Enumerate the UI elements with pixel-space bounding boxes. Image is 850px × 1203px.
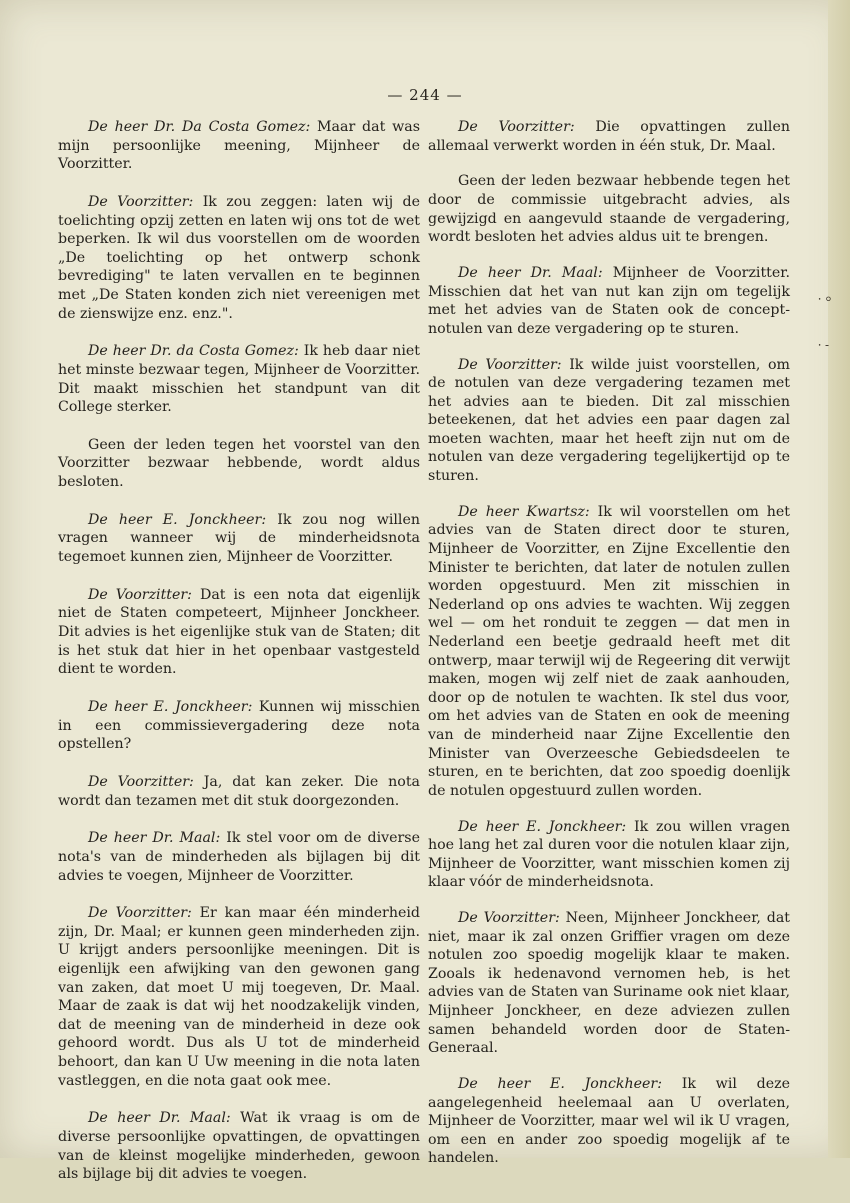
speaker: De Voorzitter: [88,586,192,603]
paragraph [428,118,790,155]
paragraph-text: Ik zou nog willen vragen wanneer wij de minderheidsnota tegemoet kunnen zien, Mijnheer de Voorzitter. [58,511,420,566]
margin-mark: ⸱ ⸰ [818,292,832,306]
paragraph-text: Maar dat was mijn persoonlijke meening, Mijnheer de Voorzitter. [58,119,420,173]
paragraph-text: Ja, dat kan zeker. Die nota wordt dan tezamen met dit stuk doorgezonden. [58,773,420,809]
paragraph [428,909,790,1058]
paragraph [428,503,790,801]
speaker: De heer E. Jonckheer: [88,511,267,528]
speaker: De heer Dr. da Costa Gomez: [88,343,299,360]
speaker: De heer Dr. Maal: [458,264,603,281]
speaker: De heer E. Jonckheer: [458,1076,662,1093]
paragraph [58,511,420,567]
paragraph [428,264,790,338]
speaker: De heer Dr. Maal: [88,1110,231,1127]
speaker: De heer Dr. Maal: [88,830,221,847]
paragraph [58,436,420,492]
speaker: De heer Kwartsz: [458,503,590,520]
paragraph-text: Ik zou zeggen: laten wij de toelichting opzij zetten en laten wij ons tot de wet beperken. Ik wil dus voorstellen om de woorden „De toelichting op het ontwerp schonk bevrediging" te laten vervallen en te beginnen met „De Staten konden zich niet vereenigen met de zienswijze enz. enz.". [58,193,420,322]
paragraph-text: Mijnheer de Voorzitter. Misschien dat het van nut kan zijn om tegelijk met het advies van de Staten ook de concept-notulen van deze vergadering op te sturen. [428,264,790,337]
paragraph-text: Ik zou willen vragen hoe lang het zal duren voor die notulen klaar zijn, Mijnheer de Voorzitter, want misschien komen zij klaar vóór de minderheidsnota. [428,818,791,891]
paragraph [428,356,790,486]
left-column [58,118,420,1203]
paragraph [428,1075,790,1168]
paragraph [58,698,420,754]
speaker: De Voorzitter: [458,910,560,927]
paragraph-text: Ik wilde juist voorstellen, om de notulen van deze vergadering tezamen met het advies aan te bieden. Dit zal misschien beteekenen, dat het advies een paar dagen zal moeten wachten, maar het heeft zijn nut om de notulen van deze vergadering tegelijkertijd op te sturen. [428,356,790,485]
paragraph-text: Ik wil voorstellen om het advies van de Staten direct door te sturen, Mijnheer de Voorzitter, en Zijne Excellentie den Minister te berichten, dat later de notulen zullen worden opgestuurd. Men zit misschien in Nederland op ons advies te wachten. Wij zeggen wel — om het ronduit te zeggen — dat men in Nederland een beetje gedraald heeft met dit ontwerp, maar terwijl wij de Regeering dit verwijt maken, mogen wij zelf niet de zaak aanhouden, door op de notulen te wachten. Ik stel dus voor, om het advies van de Staten en ook de meening van de minderheid naar Zijne Excellentie den Minister van Overzeesche Gebiedsdeelen te sturen, en te berichten, dat zoo spoedig doenlijk de notulen opgestuurd zullen worden. [428,503,790,799]
page-edge [828,0,850,1158]
paragraph-text: Wat ik vraag is om de diverse persoonlijke opvattingen, de opvattingen van de kleinst mogelijke minderheden, gewoon als bijlage bij dit advies te voegen. [58,1110,420,1183]
speaker: De heer Dr. Da Costa Gomez: [88,119,311,135]
page-number: — 244 — [387,86,463,104]
paragraph [58,586,420,679]
margin-mark: ⸱ - [818,338,830,352]
paragraph-text: Ik wil deze aangelegenheid heelemaal aan U overlaten, Mijnheer de Voorzitter, maar wel wil ik U vragen, om een en ander zoo spoedig mogelijk af te handelen. [428,1076,790,1167]
paragraph [428,818,790,892]
speaker: De heer E. Jonckheer: [458,818,627,835]
speaker: De heer E. Jonckheer: [88,698,253,715]
paragraph [58,193,420,323]
speaker: De Voorzitter: [458,356,562,373]
paragraph-text: Ik heb daar niet het minste bezwaar tegen, Mijnheer de Voorzitter. Dit maakt misschien het standpunt van dit College sterker. [58,343,420,416]
paragraph-text: Kunnen wij misschien in een commissievergadering deze nota opstellen? [58,698,420,753]
right-column [428,118,790,1185]
paragraph-text: Er kan maar één minderheid zijn, Dr. Maal; er kunnen geen minderheden zijn. U krijgt anders persoonlijke meeningen. Dit is eigenlijk een afwijking van den gewonen gang van zaken, dat moet U mij toegeven, Dr. Maal. Maar de zaak is dat wij het noodzakelijk vinden, dat de meening van de minderheid in deze ook gehoord wordt. Dus als U tot de minderheid behoort, dan kan U Uw meening in die nota laten vastleggen, en die nota gaat ook mee. [58,905,420,1089]
paragraph-text: Geen der leden tegen het voorstel van den Voorzitter bezwaar hebbende, wordt aldus besloten. [58,436,420,491]
paragraph [58,829,420,885]
paragraph [58,342,420,416]
speaker: De Voorzitter: [88,905,192,922]
paragraph-text: Neen, Mijnheer Jonckheer, dat niet, maar ik zal onzen Griffier vragen om deze notulen zoo spoedig mogelijk klaar te maken. Zooals ik hedenavond vernomen heb, is het advies van de Staten van Suriname ook niet klaar, Mijnheer Jonckheer, en deze adviezen zullen samen behandeld worden door de Staten-Generaal. [428,910,790,1057]
paragraph [58,1109,420,1183]
paragraph [58,904,420,1090]
paragraph [58,773,420,810]
paragraph-text: Dat is een nota dat eigenlijk niet de Staten competeert, Mijnheer Jonckheer. Dit advies is het eigenlijke stuk van de Staten; dit is het stuk dat hier in het openbaar vastgesteld dient te worden. [58,586,420,678]
paragraph [58,118,420,174]
speaker: De Voorzitter: [88,773,194,790]
speaker: De Voorzitter: [458,119,575,135]
paragraph-text: Die opvattingen zullen allemaal verwerkt worden in één stuk, Dr. Maal. [428,119,790,154]
paragraph-text: Ik stel voor om de diverse nota's van de minderheden als bijlagen bij dit advies te voegen, Mijnheer de Voorzitter. [58,830,420,884]
speaker: De Voorzitter: [88,193,194,210]
paragraph [428,172,790,246]
paragraph-text: Geen der leden bezwaar hebbende tegen het door de commissie uitgebracht advies, als gewijzigd en aangevuld staande de vergadering, wordt besloten het advies aldus uit te brengen. [428,173,790,246]
